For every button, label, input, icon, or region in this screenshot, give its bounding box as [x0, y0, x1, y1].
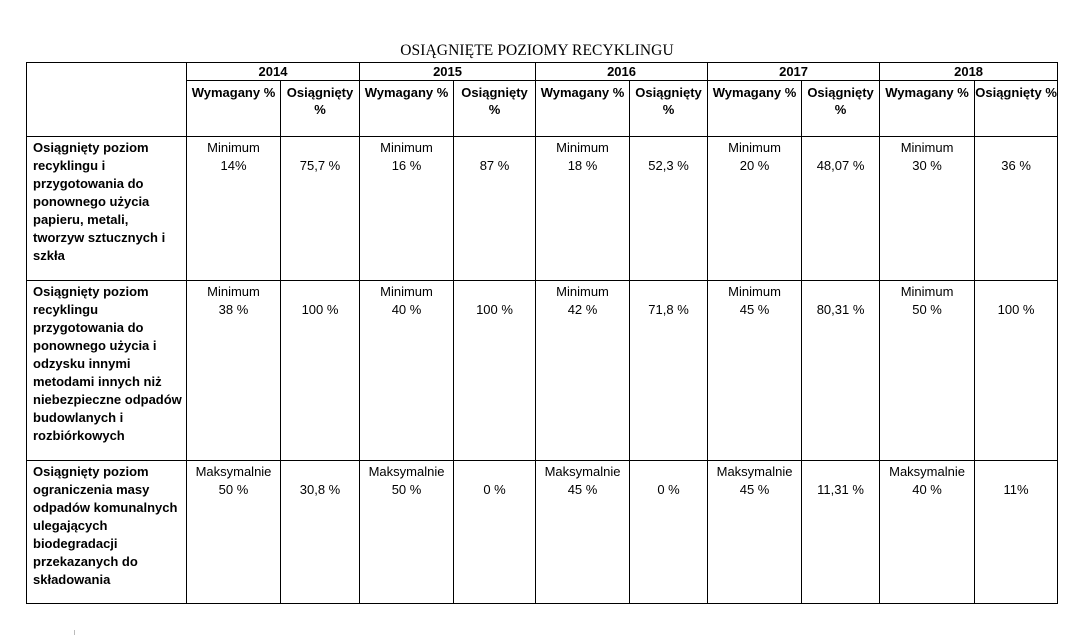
required-header: Wymagany %	[536, 81, 630, 137]
achieved-cell: 100 %	[454, 281, 536, 461]
required-kind: Minimum	[207, 140, 260, 155]
empty-corner-cell	[27, 63, 187, 137]
achieved-header: Osiągnięty %	[630, 81, 708, 137]
required-kind: Maksymalnie	[889, 464, 965, 479]
required-kind: Minimum	[380, 140, 433, 155]
required-cell	[708, 137, 802, 281]
recycling-levels-table	[26, 62, 1058, 604]
year-header-2017: 2017	[708, 63, 880, 81]
achieved-cell: 0 %	[454, 461, 536, 604]
achieved-header: Osiągnięty %	[281, 81, 360, 137]
required-cell	[708, 281, 802, 461]
row-label: Osiągnięty poziom recyklingu i przygotowania do ponownego użycia papieru, metali, tworzyw sztucznych i szkła	[27, 137, 187, 281]
required-kind: Minimum	[380, 284, 433, 299]
achieved-cell: 52,3 %	[630, 137, 708, 281]
year-header-2015: 2015	[360, 63, 536, 81]
required-value: 50 %	[391, 482, 422, 497]
required-cell	[536, 461, 630, 604]
achieved-cell: 87 %	[454, 137, 536, 281]
required-cell	[187, 281, 281, 461]
achieved-header: Osiągnięty %	[454, 81, 536, 137]
required-value: 16 %	[391, 158, 422, 173]
required-value: 40 %	[912, 482, 942, 497]
required-value: 20 %	[739, 158, 770, 173]
required-cell	[360, 461, 454, 604]
required-kind: Minimum	[728, 140, 781, 155]
year-header-2016: 2016	[536, 63, 708, 81]
achieved-cell: 75,7 %	[281, 137, 360, 281]
year-header-2018: 2018	[880, 63, 1058, 81]
achieved-cell: 11,31 %	[802, 461, 880, 604]
required-kind: Minimum	[556, 284, 609, 299]
required-header: Wymagany %	[708, 81, 802, 137]
year-header-row	[27, 63, 1058, 81]
required-kind: Maksymalnie	[368, 464, 445, 479]
required-kind: Maksymalnie	[716, 464, 793, 479]
required-kind: Minimum	[900, 284, 954, 299]
achieved-header: Osiągnięty %	[975, 81, 1058, 137]
required-header: Wymagany %	[880, 81, 975, 137]
required-value: 42 %	[567, 302, 598, 317]
required-cell	[536, 281, 630, 461]
achieved-cell: 30,8 %	[281, 461, 360, 604]
achieved-cell: 100 %	[281, 281, 360, 461]
required-kind: Minimum	[207, 284, 260, 299]
table-row	[27, 281, 1058, 461]
achieved-header: Osiągnięty %	[802, 81, 880, 137]
required-value: 18 %	[567, 158, 598, 173]
required-value: 38 %	[218, 302, 249, 317]
required-kind: Minimum	[728, 284, 781, 299]
row-label: Osiągnięty poziom ograniczenia masy odpadów komunalnych ulegających biodegradacji przekazanych do składowania	[27, 461, 187, 604]
required-value: 14%	[220, 158, 247, 173]
required-cell	[187, 137, 281, 281]
required-cell	[360, 137, 454, 281]
achieved-cell: 36 %	[975, 137, 1058, 281]
table-title: OSIĄGNIĘTE POZIOMY RECYKLINGU	[400, 42, 674, 59]
required-value: 50 %	[912, 302, 942, 317]
required-header: Wymagany %	[360, 81, 454, 137]
achieved-cell: 71,8 %	[630, 281, 708, 461]
row-label: Osiągnięty poziom recyklingu przygotowania do ponownego użycia i odzysku innymi metodami innych niż niebezpieczne odpadów budowlanych i rozbiórkowych	[27, 281, 187, 461]
required-cell	[360, 281, 454, 461]
achieved-cell: 0 %	[630, 461, 708, 604]
required-cell	[187, 461, 281, 604]
required-value: 30 %	[912, 158, 942, 173]
year-header-2014: 2014	[187, 63, 360, 81]
required-value: 40 %	[391, 302, 422, 317]
required-header: Wymagany %	[187, 81, 281, 137]
required-value: 45 %	[567, 482, 598, 497]
table-row	[27, 461, 1058, 604]
achieved-cell: 100 %	[975, 281, 1058, 461]
required-value: 45 %	[739, 302, 770, 317]
required-cell	[880, 281, 975, 461]
achieved-cell: 48,07 %	[802, 137, 880, 281]
achieved-cell: 80,31 %	[802, 281, 880, 461]
required-kind: Minimum	[900, 140, 954, 155]
required-value: 50 %	[218, 482, 249, 497]
achieved-cell: 11%	[975, 461, 1058, 604]
required-value: 45 %	[739, 482, 770, 497]
page-margin-mark	[74, 630, 75, 635]
required-cell	[880, 137, 975, 281]
required-cell	[536, 137, 630, 281]
required-cell	[880, 461, 975, 604]
required-kind: Minimum	[556, 140, 609, 155]
required-kind: Maksymalnie	[544, 464, 621, 479]
required-cell	[708, 461, 802, 604]
table-row	[27, 137, 1058, 281]
required-kind: Maksymalnie	[195, 464, 272, 479]
